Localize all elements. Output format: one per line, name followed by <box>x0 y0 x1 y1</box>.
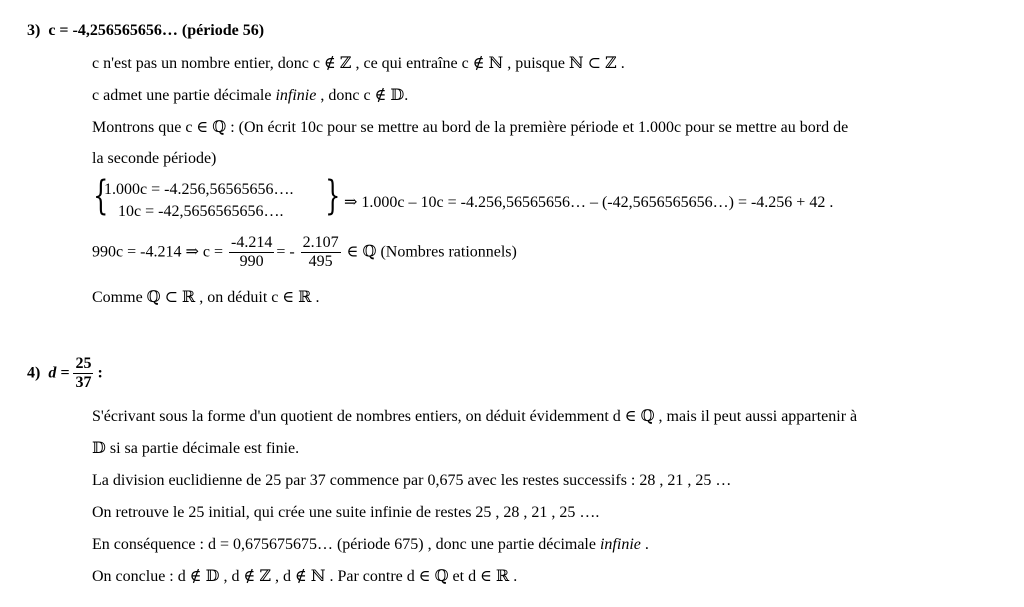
section-4-number: 4) <box>27 364 41 382</box>
s3-eq-c: ∈ ℚ (Nombres rationnels) <box>346 243 517 261</box>
s4-line-6: On conclue : d ∉ 𝔻 , d ∉ ℤ , d ∉ ℕ . Par contre d ∈ ℚ et d ∈ ℝ . <box>92 568 518 585</box>
system-result: ⇒ 1.000c – 10c = -4.256,56565656… – (-42,5656565656…) = -4.256 + 42 . <box>344 194 834 211</box>
s4-line-5 <box>92 535 649 555</box>
s3-line-1: c n'est pas un nombre entier, donc c ∉ ℤ , ce qui entraîne c ∉ ℕ , puisque ℕ ⊂ ℤ . <box>92 55 625 72</box>
system-eq-2: 10c = -42,5656565656…. <box>118 203 284 220</box>
section-4-denominator: 37 <box>75 374 92 391</box>
fraction-2 <box>301 234 341 271</box>
s4-line-2: 𝔻 si sa partie décimale est finie. <box>92 440 300 457</box>
s3-line-2 <box>92 86 408 106</box>
section-3-heading <box>27 21 264 41</box>
system-right-brace: } <box>325 173 341 219</box>
s3-fraction-line <box>92 234 517 271</box>
s4-line-4: On retrouve le 25 initial, qui crée une suite infinie de restes 25 , 28 , 21 , 25 …. <box>92 504 600 521</box>
s4-line-5-a: En conséquence : d = 0,675675675… (période 675) , donc une partie décimale <box>92 536 600 553</box>
section-4-numerator: 25 <box>75 355 92 372</box>
fraction-1-numerator: -4.214 <box>230 234 273 251</box>
s3-line-3: Montrons que c ∈ ℚ : (On écrit 10c pour se mettre au bord de la première période et 1.000c pour se mettre au bord de <box>92 119 849 136</box>
s4-line-5-emph: infinie <box>599 536 641 553</box>
section-4-var: d = <box>48 364 70 382</box>
s4-line-3: La division euclidienne de 25 par 37 commence par 0,675 avec les restes successifs : 28 , 21 , 25 … <box>92 472 732 489</box>
s3-line-4: la seconde période) <box>92 150 217 167</box>
section-4-heading <box>27 355 103 392</box>
section-3-number: 3) <box>27 22 41 39</box>
fraction-2-numerator: 2.107 <box>302 234 339 251</box>
fraction-1-denominator: 990 <box>229 252 274 271</box>
s3-eq-a: 990c = -4.214 ⇒ c = <box>92 243 223 261</box>
section-4-colon: : <box>97 364 103 382</box>
fraction-1 <box>229 234 274 271</box>
s4-line-5-c: . <box>640 536 649 553</box>
system-eq-1: 1.000c = -4.256,56565656…. <box>104 181 294 198</box>
s3-line-2-a: c admet une partie décimale <box>92 87 276 104</box>
s3-eq-b: = - <box>276 243 295 261</box>
fraction-2-denominator: 495 <box>301 252 341 271</box>
section-4-fraction <box>73 355 93 392</box>
system-left-brace: { <box>93 173 109 219</box>
s4-line-1: S'écrivant sous la forme d'un quotient de nombres entiers, on déduit évidemment d ∈ ℚ , mais il peut aussi appartenir à <box>92 408 858 425</box>
section-3-title: c = -4,256565656… (période 56) <box>48 22 265 39</box>
s3-line-2-emph: infinie <box>275 87 317 104</box>
s3-line-2-c: , donc c ∉ 𝔻. <box>316 87 409 104</box>
s3-line-7: Comme ℚ ⊂ ℝ , on déduit c ∈ ℝ . <box>92 289 320 306</box>
